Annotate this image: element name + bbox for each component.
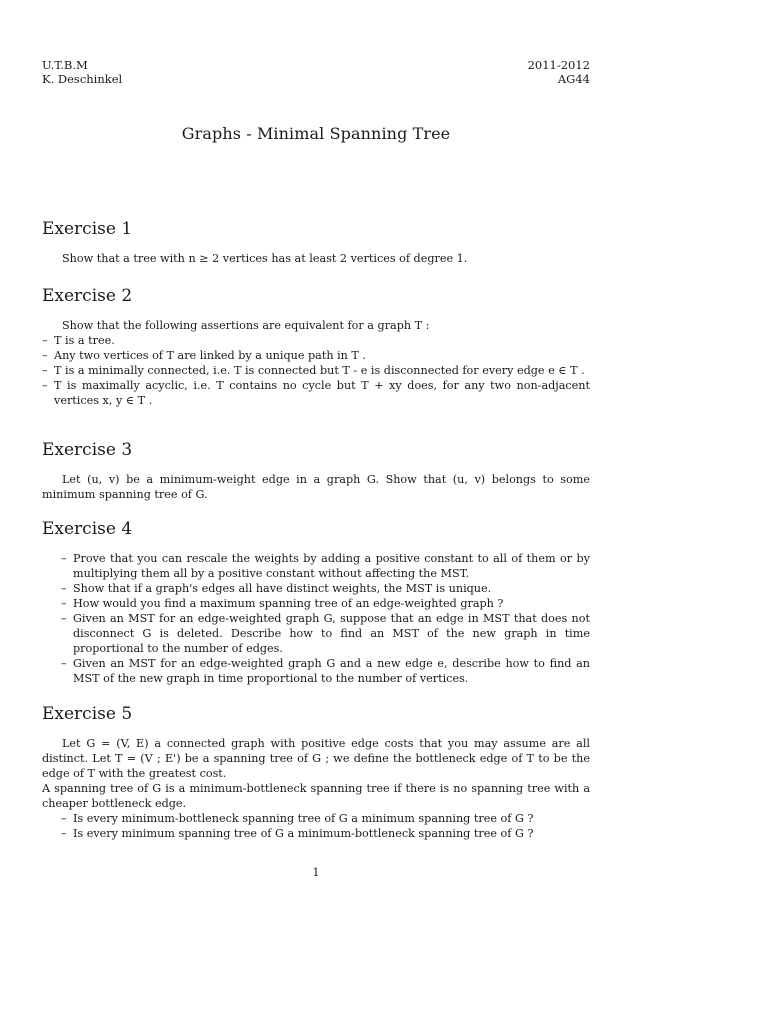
exercise-2 [42,286,590,408]
institution: U.T.B.M [42,58,88,72]
header-right [528,58,590,86]
exercise-heading: Exercise 2 [42,286,133,306]
exercise-statement: Show that a tree with n ≥ 2 vertices has at least 2 vertices of degree 1. [62,252,468,265]
exercise-heading: Exercise 1 [42,219,133,239]
exercise-5 [42,704,590,841]
list-item: – Is every minimum-bottleneck spanning tree of G a minimum spanning tree of G ? [61,812,534,825]
exercise-heading: Exercise 5 [42,704,133,724]
list-item: – T is a minimally connected, i.e. T is connected but T - e is disconnected for every edge e ∈ T . [42,364,585,377]
exercise-heading: Exercise 4 [42,519,133,539]
exercise-1 [42,219,590,266]
document-title: Graphs - Minimal Spanning Tree [181,124,451,143]
list-item: – Any two vertices of T are linked by a unique path in T . [42,349,366,362]
exercise-4 [42,519,590,686]
list-item: – Is every minimum spanning tree of G a minimum-bottleneck spanning tree of G ? [61,827,534,840]
course-code: AG44 [557,72,590,86]
header-left [42,58,122,86]
exercise-3 [42,440,590,502]
list-item: – Show that if a graph's edges all have distinct weights, the MST is unique. [61,582,492,595]
exercise-paragraph: A spanning tree of G is a minimum-bottleneck spanning tree if there is no spanning tree with a cheaper bottleneck edge. [42,782,590,810]
list-item: – Prove that you can rescale the weights by adding a positive constant to all of them or by multiplying them all by a positive constant without affecting the MST. [61,552,590,580]
list-item: – Given an MST for an edge-weighted graph G, suppose that an edge in MST that does not disconnect G is deleted. Describe how to find an MST of the new graph in time proportional to the number of edges. [61,612,590,655]
list-item: – T is maximally acyclic, i.e. T contains no cycle but T + xy does, for any two non-adjacent vertices x, y ∈ T . [42,379,590,407]
exercise-paragraph: Let G = (V, E) a connected graph with positive edge costs that you may assume are all distinct. Let T = (V ; E') be a spanning tree of G ; we define the bottleneck edge of T to be the edge of T with the greatest cost. [42,737,590,780]
exercise-statement: Let (u, v) be a minimum-weight edge in a graph G. Show that (u, v) belongs to some minimum spanning tree of G. [42,473,590,501]
author: K. Deschinkel [42,72,123,86]
page-number: 1 [312,866,320,879]
exercise-statement: Show that the following assertions are equivalent for a graph T : [62,319,430,332]
exercise-heading: Exercise 3 [42,440,133,460]
academic-year: 2011-2012 [527,58,590,72]
list-item: – Given an MST for an edge-weighted graph G and a new edge e, describe how to find an MST of the new graph in time proportional to the number of vertices. [61,657,590,685]
list-item: – How would you find a maximum spanning tree of an edge-weighted graph ? [61,597,504,610]
list-item: – T is a tree. [42,334,115,347]
